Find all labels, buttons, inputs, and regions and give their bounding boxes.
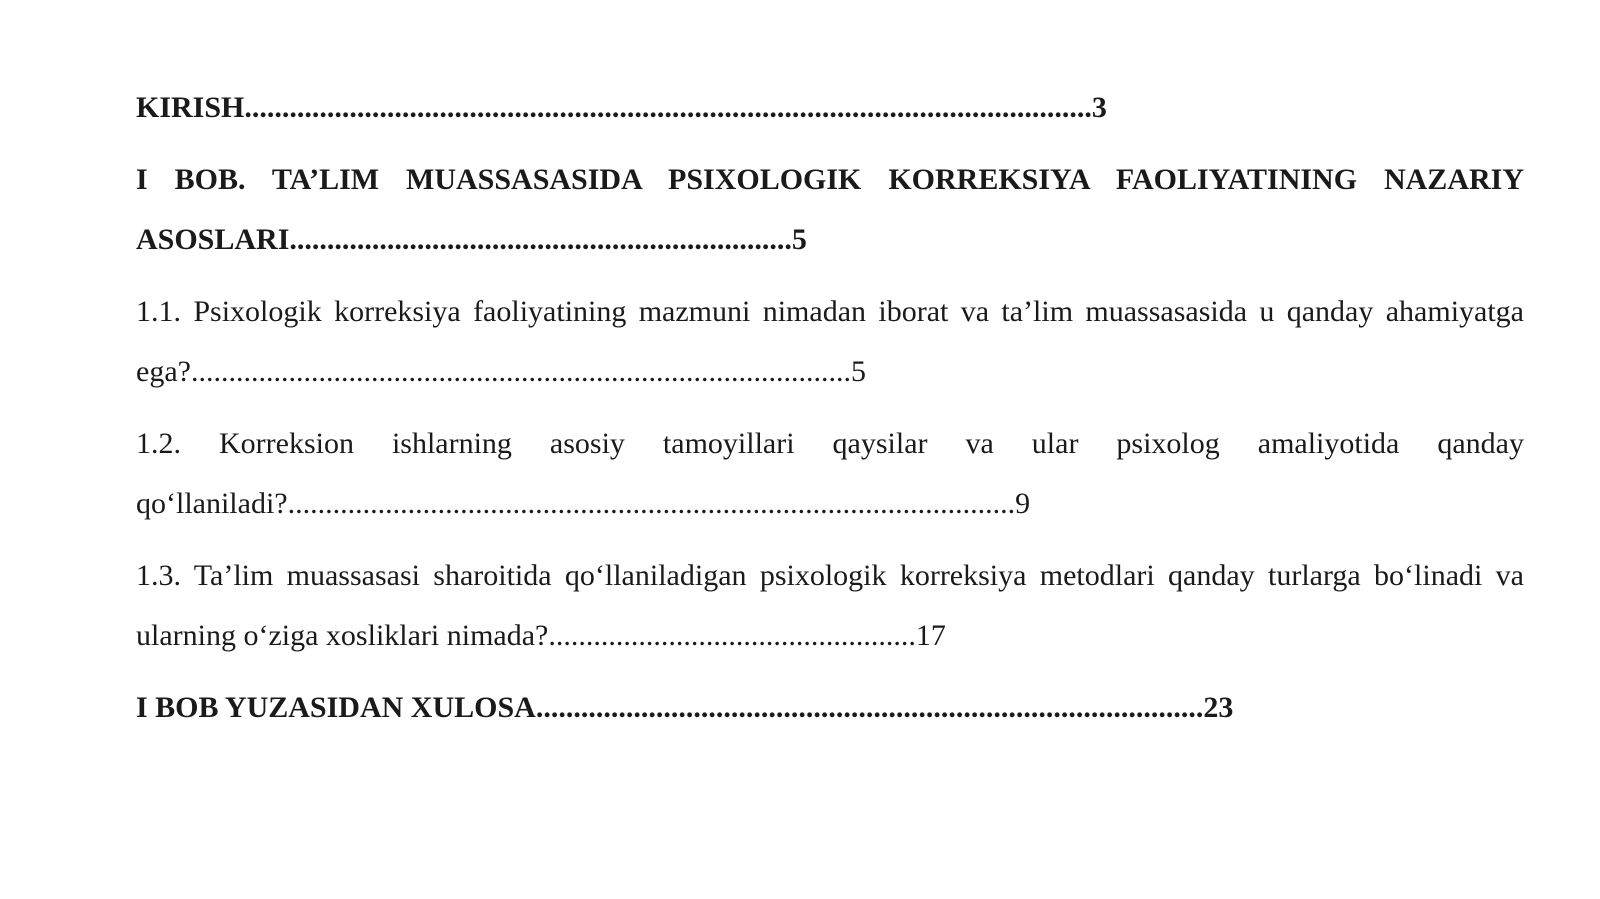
table-of-contents [136, 78, 1524, 738]
toc-entry-title: 1.2. Korreksion ishlarning asosiy tamoyillari qaysilar va ular psixolog amaliyotida qanday qo‘llaniladi? [136, 427, 1524, 520]
toc-entry-title: I BOB. TA’LIM MUASSASASIDA PSIXOLOGIK KORREKSIYA FAOLIYATINING NAZARIY ASOSLARI [136, 163, 1524, 256]
toc-page-number: 5 [791, 223, 807, 256]
toc-entry-title: 1.3. Ta’lim muassasasi sharoitida qo‘llaniladigan psixologik korreksiya metodlari qanday turlarga bo‘linadi va ularning o‘ziga xosliklari nimada? [136, 559, 1524, 652]
toc-leader-dots: ......................................................................................... [535, 691, 1204, 724]
toc-entry-section-1-3 [136, 546, 1524, 666]
toc-leader-dots: ................................................................................................................. [244, 91, 1092, 124]
toc-entry-kirish [136, 78, 1524, 138]
toc-entry-title: I BOB YUZASIDAN XULOSA [136, 691, 536, 724]
toc-entry-conclusion [136, 678, 1524, 738]
toc-entry-title: KIRISH [136, 91, 245, 124]
toc-leader-dots: ........................................................................................ [190, 355, 851, 388]
toc-page-number: 23 [1203, 691, 1234, 724]
toc-leader-dots: ................................................. [548, 619, 916, 652]
toc-entry-chapter-1 [136, 150, 1524, 270]
toc-entry-title: 1.1. Psixologik korreksiya faoliyatining mazmuni nimadan iborat va ta’lim muassasasida u qanday ahamiyatga ega? [136, 295, 1524, 388]
toc-leader-dots: ................................................................................................. [287, 487, 1016, 520]
toc-page-number: 5 [850, 355, 866, 388]
toc-page-number: 3 [1091, 91, 1107, 124]
toc-entry-section-1-2 [136, 414, 1524, 534]
toc-entry-section-1-1 [136, 282, 1524, 402]
toc-leader-dots: ................................................................... [289, 223, 792, 256]
toc-page-number: 9 [1015, 487, 1031, 520]
toc-page-number: 17 [915, 619, 946, 652]
